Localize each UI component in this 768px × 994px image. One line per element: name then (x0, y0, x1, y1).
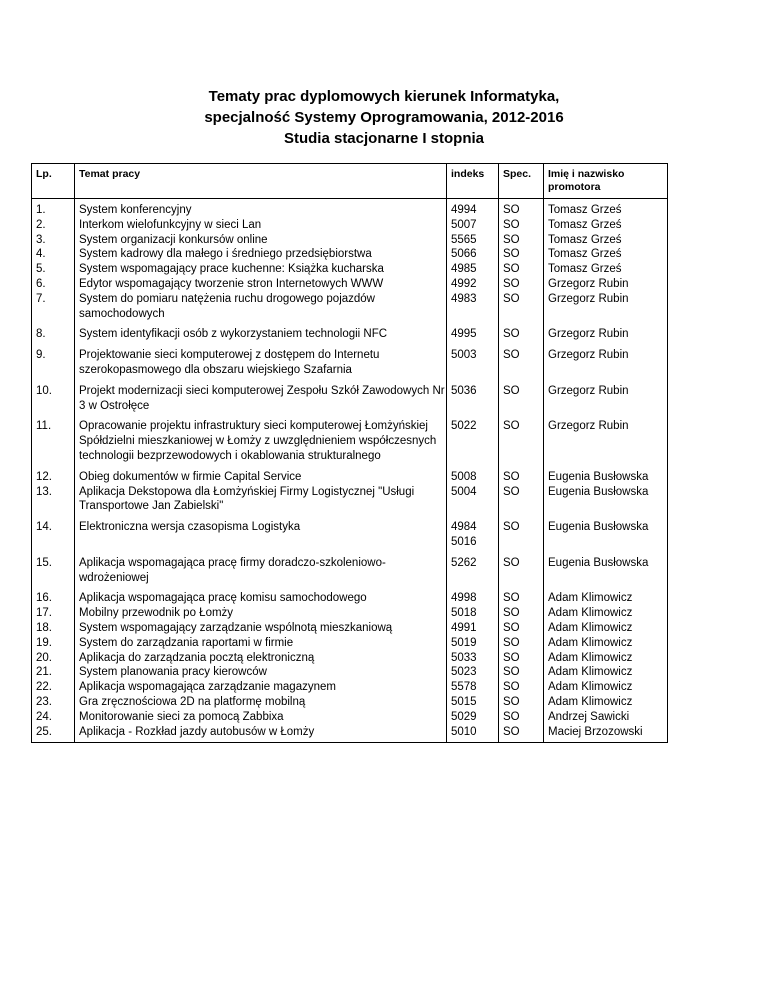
cell-topic: Aplikacja Dekstopowa dla Łomżyńskiej Firmy Logistycznej "Usługi Transportowe Jan Zabielski" (75, 485, 447, 515)
cell-index: 5010 (447, 725, 499, 743)
cell-spec: SO (499, 621, 544, 636)
cell-spec: SO (499, 514, 544, 550)
cell-lp: 8. (32, 321, 75, 342)
cell-lp: 1. (32, 199, 75, 218)
cell-index: 5008 (447, 464, 499, 485)
cell-index: 4983 (447, 292, 499, 322)
cell-lp: 19. (32, 636, 75, 651)
table-row (32, 485, 668, 515)
table-row (32, 464, 668, 485)
cell-index: 5015 (447, 695, 499, 710)
cell-index: 5004 (447, 485, 499, 515)
header-promoter: Imię i nazwisko promotora (544, 164, 668, 199)
table-row (32, 378, 668, 414)
cell-index: 5029 (447, 710, 499, 725)
cell-promoter: Tomasz Grześ (544, 262, 668, 277)
cell-lp: 7. (32, 292, 75, 322)
cell-topic: Obieg dokumentów w firmie Capital Service (75, 464, 447, 485)
cell-lp: 17. (32, 606, 75, 621)
cell-index: 4985 (447, 262, 499, 277)
cell-lp: 12. (32, 464, 75, 485)
document-title (0, 86, 768, 149)
cell-index: 5262 (447, 550, 499, 586)
cell-index: 5036 (447, 378, 499, 414)
cell-spec: SO (499, 233, 544, 248)
cell-topic: System konferencyjny (75, 199, 447, 218)
cell-index: 4992 (447, 277, 499, 292)
cell-spec: SO (499, 636, 544, 651)
cell-spec: SO (499, 342, 544, 378)
cell-topic: Gra zręcznościowa 2D na platformę mobilną (75, 695, 447, 710)
table-row (32, 277, 668, 292)
cell-spec: SO (499, 378, 544, 414)
cell-promoter: Adam Klimowicz (544, 636, 668, 651)
cell-promoter: Tomasz Grześ (544, 199, 668, 218)
table-row (32, 262, 668, 277)
cell-lp: 6. (32, 277, 75, 292)
cell-index: 4998 (447, 585, 499, 606)
cell-index: 4995 (447, 321, 499, 342)
cell-topic: System identyfikacji osób z wykorzystaniem technologii NFC (75, 321, 447, 342)
table-row (32, 636, 668, 651)
table-row (32, 695, 668, 710)
title-line-2: specjalność Systemy Oprogramowania, 2012-2016 (204, 109, 564, 126)
cell-topic: System planowania pracy kierowców (75, 665, 447, 680)
table-header-row (32, 164, 668, 199)
cell-index: 5003 (447, 342, 499, 378)
cell-topic: Interkom wielofunkcyjny w sieci Lan (75, 218, 447, 233)
cell-lp: 13. (32, 485, 75, 515)
cell-lp: 3. (32, 233, 75, 248)
cell-lp: 11. (32, 413, 75, 463)
table-row (32, 680, 668, 695)
cell-promoter: Grzegorz Rubin (544, 321, 668, 342)
cell-spec: SO (499, 321, 544, 342)
cell-topic: Aplikacja do zarządzania pocztą elektroniczną (75, 651, 447, 666)
cell-topic: Aplikacja - Rozkład jazdy autobusów w Łomży (75, 725, 447, 743)
cell-topic: Aplikacja wspomagająca pracę komisu samochodowego (75, 585, 447, 606)
topics-table (31, 163, 668, 743)
table-row (32, 665, 668, 680)
cell-topic: System kadrowy dla małego i średniego przedsiębiorstwa (75, 247, 447, 262)
cell-topic: System do pomiaru natężenia ruchu drogowego pojazdów samochodowych (75, 292, 447, 322)
cell-spec: SO (499, 585, 544, 606)
cell-spec: SO (499, 651, 544, 666)
cell-lp: 9. (32, 342, 75, 378)
cell-spec: SO (499, 464, 544, 485)
cell-topic: Edytor wspomagający tworzenie stron Internetowych WWW (75, 277, 447, 292)
cell-promoter: Eugenia Busłowska (544, 464, 668, 485)
table-row (32, 621, 668, 636)
cell-topic: Mobilny przewodnik po Łomży (75, 606, 447, 621)
table-row (32, 342, 668, 378)
cell-spec: SO (499, 413, 544, 463)
cell-topic: System do zarządzania raportami w firmie (75, 636, 447, 651)
cell-index: 5578 (447, 680, 499, 695)
cell-lp: 15. (32, 550, 75, 586)
cell-lp: 23. (32, 695, 75, 710)
cell-topic: Elektroniczna wersja czasopisma Logistyka (75, 514, 447, 550)
cell-spec: SO (499, 550, 544, 586)
table-row (32, 321, 668, 342)
cell-index: 4991 (447, 621, 499, 636)
cell-lp: 20. (32, 651, 75, 666)
table-row (32, 218, 668, 233)
cell-topic: System organizacji konkursów online (75, 233, 447, 248)
cell-lp: 18. (32, 621, 75, 636)
cell-spec: SO (499, 247, 544, 262)
cell-promoter: Andrzej Sawicki (544, 710, 668, 725)
table-row (32, 247, 668, 262)
cell-index: 4994 (447, 199, 499, 218)
cell-promoter: Grzegorz Rubin (544, 292, 668, 322)
cell-promoter: Adam Klimowicz (544, 680, 668, 695)
cell-spec: SO (499, 710, 544, 725)
cell-index: 4984 5016 (447, 514, 499, 550)
cell-index: 5033 (447, 651, 499, 666)
cell-promoter: Maciej Brzozowski (544, 725, 668, 743)
cell-lp: 22. (32, 680, 75, 695)
cell-promoter: Eugenia Busłowska (544, 550, 668, 586)
cell-topic: Opracowanie projektu infrastruktury sieci komputerowej Łomżyńskiej Spółdzielni mieszkaniowej w Łomży z uwzględnieniem współczesnych technologii bezprzewodowych i okablowania strukturalnego (75, 413, 447, 463)
header-index: indeks (447, 164, 499, 199)
cell-index: 5565 (447, 233, 499, 248)
cell-topic: System wspomagający prace kuchenne: Książka kucharska (75, 262, 447, 277)
table-row (32, 725, 668, 743)
table-row (32, 606, 668, 621)
header-topic: Temat pracy (75, 164, 447, 199)
cell-promoter: Eugenia Busłowska (544, 485, 668, 515)
cell-index: 5007 (447, 218, 499, 233)
cell-spec: SO (499, 199, 544, 218)
cell-topic: System wspomagający zarządzanie wspólnotą mieszkaniową (75, 621, 447, 636)
cell-index: 5023 (447, 665, 499, 680)
title-line-1: Tematy prac dyplomowych kierunek Informatyka, (208, 88, 560, 105)
table-row (32, 550, 668, 586)
cell-promoter: Grzegorz Rubin (544, 277, 668, 292)
cell-promoter: Grzegorz Rubin (544, 378, 668, 414)
table-row (32, 651, 668, 666)
cell-spec: SO (499, 218, 544, 233)
cell-lp: 24. (32, 710, 75, 725)
cell-lp: 21. (32, 665, 75, 680)
table-row (32, 199, 668, 218)
cell-lp: 25. (32, 725, 75, 743)
cell-spec: SO (499, 262, 544, 277)
cell-topic: Aplikacja wspomagająca zarządzanie magazynem (75, 680, 447, 695)
table-body (32, 199, 668, 743)
cell-lp: 2. (32, 218, 75, 233)
cell-spec: SO (499, 292, 544, 322)
cell-promoter: Grzegorz Rubin (544, 342, 668, 378)
cell-spec: SO (499, 680, 544, 695)
cell-promoter: Grzegorz Rubin (544, 413, 668, 463)
cell-spec: SO (499, 665, 544, 680)
header-spec: Spec. (499, 164, 544, 199)
table-row (32, 413, 668, 463)
cell-index: 5018 (447, 606, 499, 621)
cell-spec: SO (499, 606, 544, 621)
cell-promoter: Adam Klimowicz (544, 621, 668, 636)
table-row (32, 292, 668, 322)
cell-lp: 5. (32, 262, 75, 277)
cell-topic: Aplikacja wspomagająca pracę firmy doradczo-szkoleniowo-wdrożeniowej (75, 550, 447, 586)
cell-spec: SO (499, 277, 544, 292)
cell-lp: 10. (32, 378, 75, 414)
cell-promoter: Tomasz Grześ (544, 233, 668, 248)
table-row (32, 514, 668, 550)
cell-index: 5066 (447, 247, 499, 262)
cell-promoter: Eugenia Busłowska (544, 514, 668, 550)
cell-lp: 16. (32, 585, 75, 606)
table-row (32, 585, 668, 606)
title-line-3: Studia stacjonarne I stopnia (283, 130, 485, 147)
table-row (32, 710, 668, 725)
cell-lp: 14. (32, 514, 75, 550)
cell-spec: SO (499, 485, 544, 515)
cell-lp: 4. (32, 247, 75, 262)
cell-topic: Projektowanie sieci komputerowej z dostępem do Internetu szerokopasmowego dla obszaru wiejskiego Szafarnia (75, 342, 447, 378)
cell-promoter: Adam Klimowicz (544, 695, 668, 710)
cell-promoter: Adam Klimowicz (544, 665, 668, 680)
cell-spec: SO (499, 725, 544, 743)
cell-topic: Monitorowanie sieci za pomocą Zabbixa (75, 710, 447, 725)
cell-promoter: Adam Klimowicz (544, 606, 668, 621)
cell-promoter: Tomasz Grześ (544, 247, 668, 262)
cell-promoter: Tomasz Grześ (544, 218, 668, 233)
cell-index: 5019 (447, 636, 499, 651)
cell-index: 5022 (447, 413, 499, 463)
cell-spec: SO (499, 695, 544, 710)
cell-promoter: Adam Klimowicz (544, 651, 668, 666)
cell-topic: Projekt modernizacji sieci komputerowej Zespołu Szkół Zawodowych Nr 3 w Ostrołęce (75, 378, 447, 414)
header-lp: Lp. (32, 164, 75, 199)
table-row (32, 233, 668, 248)
cell-promoter: Adam Klimowicz (544, 585, 668, 606)
